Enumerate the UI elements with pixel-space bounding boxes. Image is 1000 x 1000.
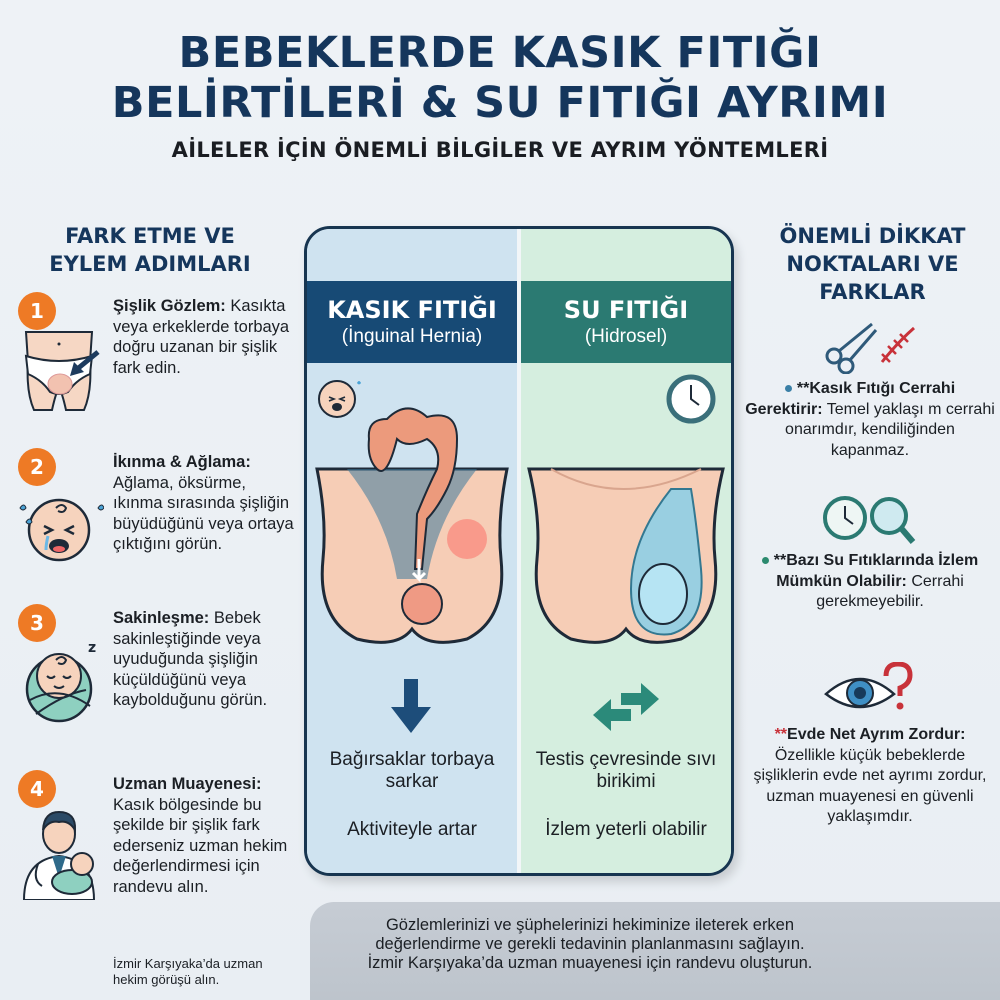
step-text <box>113 774 298 897</box>
hernia-column <box>307 229 517 873</box>
header <box>0 28 1000 162</box>
cta-line-1: Gözlemlerinizi ve şüphelerinizi hekiminize ileterek erken <box>385 916 795 934</box>
step-body: Bebek sakinleştiğinde veya uyuduğunda şişliğin küçüldüğünü veya kaybolduğunu görün. <box>113 609 268 709</box>
step-title: Şişlik Gözlem: <box>113 297 226 315</box>
page-title-line-2: BELİRTİLERİ & SU FITIĞI AYRIMI <box>111 78 889 128</box>
step-text <box>113 296 298 378</box>
step-text <box>113 608 298 711</box>
scissors-suture-icon <box>820 318 920 374</box>
hernia-activity: Aktiviteyle artar <box>347 819 477 840</box>
point-body: Temel yaklaşı m cerrahi onarımdır, kendiliğinden kapanmaz. <box>785 400 995 459</box>
hernia-description: Bağırsaklar torbaya sarkar <box>329 749 495 792</box>
point-text <box>745 725 995 828</box>
hydrocele-column <box>517 229 731 873</box>
step-body: Kasık bölgesinde bu şekilde bir şişlik fark ederseniz uzman hekim değerlendirmesi için randevu alın. <box>113 795 288 896</box>
point-prefix: ** <box>774 726 788 743</box>
hydrocele-illustration <box>521 369 731 669</box>
page-title-line-1: BEBEKLERDE KASIK FITIĞI <box>178 28 822 78</box>
point-prefix: ** <box>773 552 787 569</box>
bottom-call-to-action <box>310 902 1000 1000</box>
point-home-difficulty <box>745 662 995 828</box>
step-number-badge: 4 <box>18 770 56 808</box>
point-text <box>745 379 995 461</box>
arrow-down-icon <box>307 677 517 737</box>
inguinal-hernia-illustration <box>307 369 517 669</box>
step-title: İkınma & Ağlama: <box>113 453 251 471</box>
left-section-heading <box>0 222 300 278</box>
call-to-action-text <box>310 916 870 973</box>
hydrocele-description: Testis çevresinde sıvı birikimi <box>535 749 717 792</box>
hydrocele-title: SU FITIĞI <box>563 296 689 324</box>
groin-swelling-icon <box>14 322 104 412</box>
right-heading-line-2: NOKTALARI VE <box>786 252 959 276</box>
sleeping-baby-icon <box>14 634 104 724</box>
eye-question-icon <box>820 662 920 720</box>
point-text <box>745 551 995 613</box>
step-title: Sakinleşme: <box>113 609 210 627</box>
swap-arrows-icon <box>521 677 731 737</box>
hernia-title: KASIK FITIĞI <box>327 296 497 324</box>
point-surgery <box>745 318 995 461</box>
point-title: Bazı Su Fıtıklarında İzlem Mümkün Olabilir: <box>776 552 979 590</box>
point-body: Özellikle küçük bebeklerde şişliklerin evde net ayrımı zordur, uzman muayenesi en güvenli yaklaşımdır. <box>753 746 987 825</box>
hernia-subtitle: (İnguinal Hernia) <box>341 326 483 347</box>
doctor-holding-baby-icon <box>14 800 104 900</box>
step-number-badge: 3 <box>18 604 56 642</box>
point-title: Evde Net Ayrım Zordur: <box>787 726 966 743</box>
right-heading-line-1: ÖNEMLİ DİKKAT <box>779 224 966 248</box>
point-monitoring <box>745 494 995 613</box>
step-number-badge: 1 <box>18 292 56 330</box>
hydrocele-monitoring: İzlem yeterli olabilir <box>545 819 707 840</box>
point-body: Cerrahi gerekmeyebilir. <box>816 572 964 610</box>
crying-baby-icon <box>14 478 104 568</box>
svg-text:z: z <box>88 640 97 656</box>
right-section-heading <box>745 222 1000 306</box>
right-heading-line-3: FARKLAR <box>819 280 926 304</box>
point-title: Kasık Fıtığı Cerrahi Gerektirir: <box>745 380 956 418</box>
point-prefix: ** <box>796 380 810 397</box>
hydrocele-header <box>521 281 731 363</box>
step-number-badge: 2 <box>18 448 56 486</box>
cta-line-2: değerlendirme ve gerekli tedavinin planlanmasını sağlayın. <box>375 935 805 953</box>
comparison-card <box>304 226 734 876</box>
step-body: Ağlama, öksürme, ıkınma sırasında şişliğin büyüdüğünü veya ortaya çıktığını görün. <box>113 473 294 553</box>
clock-magnifier-icon <box>815 494 925 546</box>
cta-line-3: İzmir Karşıyaka’da uzman muayenesi için randevu oluşturun. <box>367 954 813 972</box>
left-heading-line-2: EYLEM ADIMLARI <box>49 252 251 276</box>
hernia-header <box>307 281 517 363</box>
step-title: Uzman Muayenesi: <box>113 775 262 793</box>
step-body: Kasıkta veya erkeklerde torbaya doğru uzanan bir şişlik fark edin. <box>113 297 290 377</box>
bullet-dot <box>785 385 792 392</box>
hydrocele-subtitle: (Hidrosel) <box>584 326 668 347</box>
bullet-dot <box>762 557 769 564</box>
left-heading-line-1: FARK ETME VE <box>65 224 235 248</box>
step-text <box>113 452 298 555</box>
page-subtitle: AİLELER İÇİN ÖNEMLİ BİLGİLER VE AYRIM YÖNTEMLERİ <box>171 138 829 162</box>
location-note: İzmir Karşıyaka’da uzman hekim görüşü alın. <box>113 956 263 987</box>
